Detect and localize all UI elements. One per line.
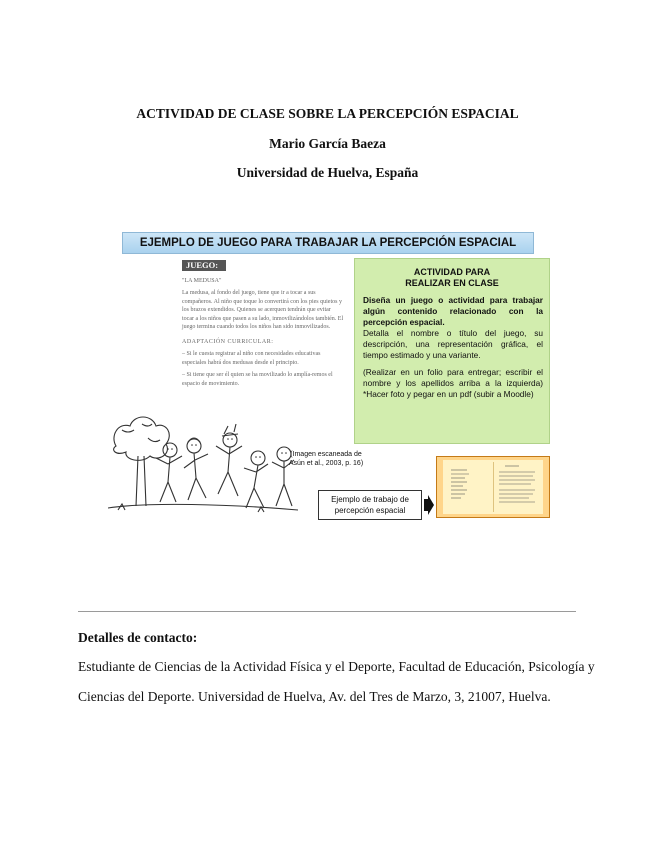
author-affiliation: Universidad de Huelva, España [236,165,419,180]
contact-heading: Detalles de contacto: [78,630,198,645]
activity-instruction-plain: Detalla el nombre o título del juego, su descripción, una representación gráfica, el tiempo estimado y una variante. [363,328,543,360]
example-label-box [318,490,422,520]
contact-line-2: Ciencias del Deporte. Universidad de Huelva, Av. del Tres de Marzo, 3, 21007, Huelva. [78,689,551,704]
activity-instruction-bold: Diseña un juego o actividad para trabajar algún contenido relacionado con la percepción espacial. [363,295,543,327]
class-activity-box [354,258,550,444]
author-name: Mario García Baeza [269,136,386,151]
arrow-right-icon [424,493,434,517]
image-credit: (Imagen escaneada de Asún et al., 2003, p. 16) [288,451,364,467]
scan-item-1: – Si le cuesta registrar al niño con necesidades educativas especiales habrá dos medusas desde el principio. [182,351,321,366]
figure-banner: EJEMPLO DE JUEGO PARA TRABAJAR LA PERCEPCIÓN ESPACIAL [122,232,534,254]
activity-title-line-2: REALIZAR EN CLASE [405,278,499,288]
document-title: ACTIVIDAD DE CLASE SOBRE LA PERCEPCIÓN ESPACIAL [136,106,519,121]
scan-game-name: "LA MEDUSA" [182,277,222,284]
activity-note: (Realizar en un folio para entregar; escribir el nombre y los apellidos arriba a la izquierda) *Hacer foto y pegar en un pdf (subir a Moodle) [363,367,543,399]
scan-subheading: ADAPTACIÓN CURRICULAR: [182,338,274,345]
scan-body: La medusa, al fondo del juego, tiene que ir a tocar a sus compañeros. Al niño que toque lo convertirá con los pies quietos y los brazos extendidos. Quienes se acerquen tendrán que evitar tocar a los niños que pasen a su lado, inmovilizándolos también. El juego termina cuando todos los niños han sido inmovilizados. [182,290,344,330]
example-label: Ejemplo de trabajo de percepción espacial [331,495,409,515]
children-playing-illustration [108,398,298,518]
scan-item-2: – Si tiene que ser él quien se ha movilizado lo amplía-remos el espacio de movimiento. [182,372,333,387]
activity-title-line-1: ACTIVIDAD PARA [413,267,491,277]
contact-line-1: Estudiante de Ciencias de la Actividad Física y el Deporte, Facultad de Educación, Psicología y [78,659,595,674]
example-work-thumbnail [436,456,550,518]
example-figure [108,228,550,524]
section-divider [78,611,576,612]
thumbnail-content [443,460,543,514]
scan-heading: JUEGO: [182,260,226,271]
